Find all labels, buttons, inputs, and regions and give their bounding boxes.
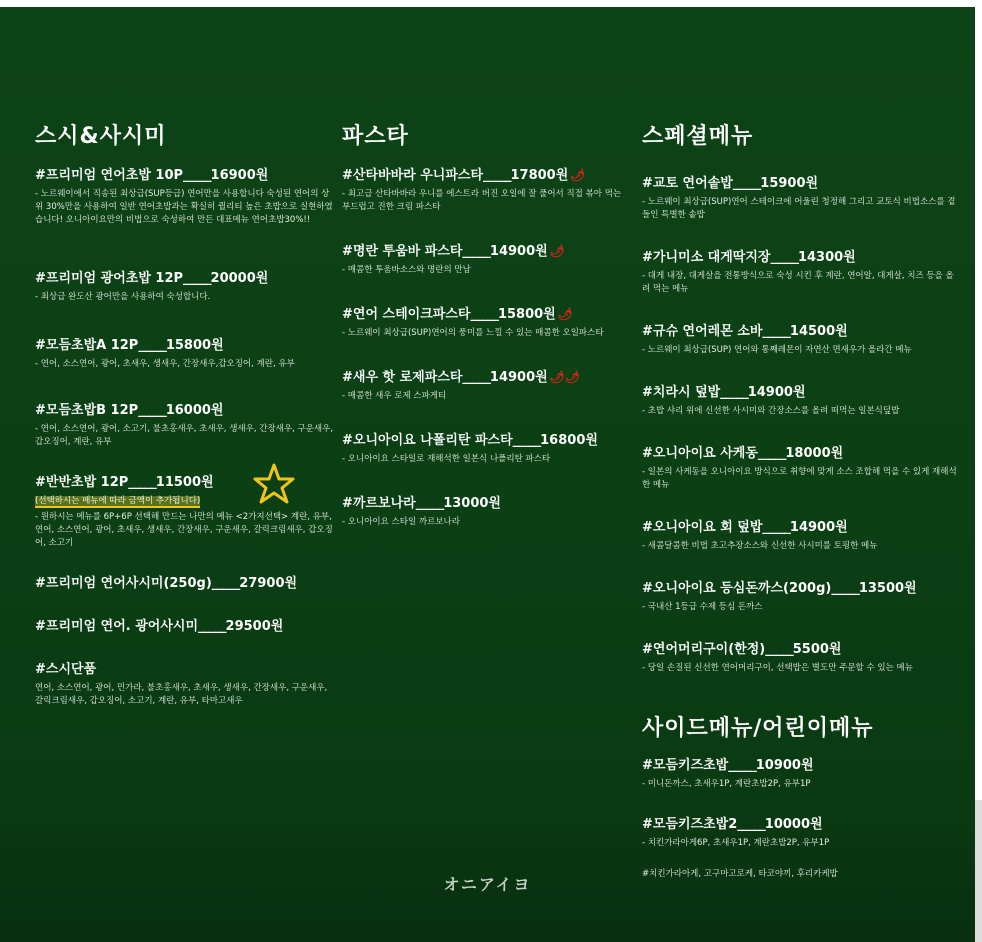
item-desc: - 당일 손질된 신선한 연어머리구이, 선택밥은 별도만 주문할 수 있는 메뉴 [642, 663, 913, 673]
special-column [642, 119, 960, 881]
item-desc: - 연어, 소스연어, 광어, 소고기, 불초홍새우, 초새우, 생새우, 간장새우, 구운새우, 갑오징어, 계란, 유부 [35, 424, 334, 447]
highlight-note: (선택하시는 메뉴에 따라 금액이 추가됩니다) [35, 496, 201, 506]
item-name: #모듬키즈초밥2 [642, 817, 738, 832]
item-name: #연어머리구이(한정) [642, 642, 766, 657]
special-section-title: 스페셜메뉴 [642, 124, 754, 149]
item-name: #규슈 연어레몬 소바 [642, 324, 763, 339]
item-name: #오니아이요 나폴리탄 파스타 [342, 433, 513, 448]
item-desc: - 연어, 소스연어, 광어, 초새우, 생새우, 간장새우,갑오징어, 계란, 유부 [35, 359, 295, 369]
item-price: 15800원 [497, 307, 556, 322]
item-price: 16800원 [540, 433, 598, 448]
menu-item [35, 658, 335, 708]
item-name: #새우 핫 로제파스타 [342, 370, 463, 385]
item-price: 18000원 [785, 446, 844, 461]
item-desc: - 일본의 사케동을 오니아이요 방식으로 취향에 맞게 소스 조합해 먹을 수 있게 재해석한 메뉴 [642, 467, 957, 490]
item-desc: - 국내산 1등급 수제 등심 돈까스 [642, 602, 763, 612]
item-desc: - 노르웨이 최상급(SUP)연어 스테이크에 어울린 청정해 그리고 교토식 비법소스를 곁들인 특별한 솥밥 [642, 197, 956, 220]
item-price: 15800원 [165, 338, 224, 353]
menu-item: #까르보나라_____13000원 - 오니아이요 스타일 까르보나라 [342, 492, 632, 529]
menu-item: #반반초밥 12P_____11500원 (선택하시는 메뉴에 따라 금액이 추가됩니다) - 원하시는 메뉴를 6P+6P 선택해 만드는 나만의 메뉴 <2가지선택> 계란, 유부, 연어, 소스연어, 광어, 초새우, 생새우, 간장새우, 구운새우, 갈릭크림새우, 갑오징어, 소고기 [35, 471, 335, 550]
item-price: 16000원 [165, 403, 224, 418]
item-price: 5500원 [792, 642, 842, 657]
item-name: #모듬초밥B 12P [35, 403, 139, 418]
menu-item: #새우 핫 로제파스타_____14900원 🌶🌶 - 매콤한 새우 로제 스파게티 [342, 366, 632, 403]
chili-pepper-icon: 🌶 [557, 307, 573, 321]
menu-item: #산타바바라 우니파스타_____17800원 🌶 - 최고급 산타바바라 우니를 에스트라 버진 오일에 잘 풀어서 직접 볶아 먹는 부드럽고 진한 크림 파스타 [342, 164, 632, 214]
item-price: 13500원 [858, 581, 917, 596]
item-name: #가니미소 대게딱지장 [642, 250, 771, 265]
item-desc: - 노르웨이에서 직송된 최상급(SUP등급) 연어만을 사용합니다 숙성된 연어의 상위 30%만을 사용하여 일반 연어초밥과는 확실히 퀄리티 높은 초밥으로 실현하였습니다! 오니아이요만의 비법으로 숙성하여 만든 대표메뉴 연어초밥30%!! [35, 189, 333, 225]
item-desc: - 매콤한 새우 로제 스파게티 [342, 391, 447, 401]
item-price: 14900원 [489, 370, 548, 385]
item-name: #산타바바라 우니파스타 [342, 168, 483, 183]
item-price: 10000원 [764, 817, 823, 832]
item-name: #모듬키즈초밥 [642, 758, 729, 773]
item-price: 27900원 [239, 576, 298, 591]
item-desc: - 대게 내장, 대게살을 전통방식으로 숙성 시킨 후 계란, 연어알, 대게살, 치즈 등을 올려 먹는 메뉴 [642, 271, 954, 294]
item-name: #연어 스테이크파스타 [342, 307, 471, 322]
item-name: #스시단품 [35, 662, 97, 677]
item-desc: - 노르웨이 최상급(SUP)연어의 풍미를 느낄 수 있는 매콤한 오일파스타 [342, 328, 604, 338]
item-name: #까르보나라 [342, 496, 416, 511]
menu-item: #모듬초밥B 12P_____16000원 - 연어, 소스연어, 광어, 소고기, 불초홍새우, 초새우, 생새우, 간장새우, 구운새우, 갑오징어, 계란, 유부 [35, 403, 334, 447]
menu-item: #모듬키즈초밥_____10900원 - 미니돈까스, 초새우1P, 계란초밥2P, 유부1P [642, 754, 960, 791]
item-desc: - 미니돈까스, 초새우1P, 계란초밥2P, 유부1P [642, 779, 811, 789]
item-desc: - 새콤달콤한 비법 초고추장소스와 신선한 사시미를 토핑한 메뉴 [642, 541, 878, 551]
menu-item: #교토 연어솥밥_____15900원 - 노르웨이 최상급(SUP)연어 스테이크에 어울린 청정해 그리고 교토식 비법소스를 곁들인 특별한 솥밥 [642, 172, 960, 222]
side-section-title: 사이드메뉴/어린이메뉴 [642, 716, 874, 741]
menu-item: #프리미엄 연어초밥 10P_____16900원 - 노르웨이에서 직송된 최상급(SUP등급) 연어만을 사용합니다 숙성된 연어의 상위 30%만을 사용하여 일반 연어초밥과는 확실히 퀄리티 높은 초밥으로 실현하였습니다! 오니아이요만의 비법으로 숙성하여 만든 대표메뉴 연어초밥30%!! [35, 164, 335, 227]
menu-item: #가니미소 대게딱지장_____14300원 - 대게 내장, 대게살을 전통방식으로 숙성 시킨 후 계란, 연어알, 대게살, 치즈 등을 올려 먹는 메뉴 [642, 246, 960, 296]
item-name: #오니아이요 등심돈까스(200g) [642, 581, 832, 596]
item-price: 10900원 [755, 758, 814, 773]
item-price: 14900원 [747, 385, 806, 400]
sushi-section-title: 스시&사시미 [35, 124, 167, 149]
item-price: 11500원 [155, 475, 214, 490]
chili-pepper-icon: 🌶🌶 [549, 370, 581, 384]
menu-board [0, 7, 975, 942]
item-desc: - 최상급 완도산 광어만을 사용하여 숙성합니다. [35, 292, 211, 302]
item-price: 20000원 [210, 271, 269, 286]
menu-item: #모듬초밥A 12P_____15800원 - 연어, 소스연어, 광어, 초새우, 생새우, 간장새우,갑오징어, 계란, 유부 [35, 334, 335, 371]
side-note: #치킨가라아게, 고구마고로케, 타코야끼, 후리카케밥 [642, 869, 838, 879]
item-price: 16900원 [210, 168, 269, 183]
menu-item: #치라시 덮밥_____14900원 - 초밥 샤리 위에 신선한 사시미와 간장소스를 올려 떠먹는 일본식덮밥 [642, 381, 960, 418]
star-doodle-icon [252, 462, 296, 506]
chili-pepper-icon: 🌶 [570, 168, 586, 182]
item-price: 13000원 [443, 496, 501, 511]
item-price: 14900원 [789, 520, 848, 535]
menu-item: #오니아이요 등심돈까스(200g)_____13500원 - 국내산 1등급 수제 등심 돈까스 [642, 577, 960, 614]
item-name: #프리미엄 광어초밥 12P [35, 271, 184, 286]
chili-pepper-icon: 🌶 [549, 244, 565, 258]
brand-logo: オニアイヨ [443, 875, 532, 894]
item-price: 29500원 [225, 619, 284, 634]
menu-item: #프리미엄 연어사시미(250g)_____27900원 [35, 576, 298, 591]
menu-item: #오니아이요 사케동_____18000원 - 일본의 사케동을 오니아이요 방식으로 취향에 맞게 소스 조합해 먹을 수 있게 재해석한 메뉴 [642, 442, 960, 492]
item-desc: - 원하시는 메뉴를 6P+6P 선택해 만드는 나만의 메뉴 <2가지선택> 계란, 유부, 연어, 소스연어, 광어, 초새우, 생새우, 간장새우, 구운새우, 갈릭크림새우, 갑오징어, 소고기 [35, 512, 333, 548]
item-desc: - 오니아이요 스타일 까르보나라 [342, 517, 460, 527]
menu-item: #명란 투움바 파스타_____14900원 🌶 - 매콤한 투움바소스와 명란의 만남 [342, 240, 632, 277]
pasta-column [342, 119, 632, 559]
item-desc: - 최고급 산타바바라 우니를 에스트라 버진 오일에 잘 풀어서 직접 볶아 먹는 부드럽고 진한 크림 파스타 [342, 189, 622, 212]
item-name: #프리미엄 연어초밥 10P [35, 168, 184, 183]
menu-item: #프리미엄 연어. 광어사시미_____29500원 [35, 619, 284, 634]
menu-item: #규슈 연어레몬 소바_____14500원 - 노르웨이 최상급(SUP) 연어와 통째레몬이 자연산 면새우가 올라간 메뉴 [642, 320, 960, 357]
item-desc: 연어, 소스연어, 광어, 민가라, 불초홍새우, 초새우, 생새우, 간장새우, 구운새우, 갈릭크림새우, 갑오징어, 소고기, 계란, 유부, 타마고새우 [35, 683, 328, 706]
menu-item: #연어 스테이크파스타_____15800원 🌶 - 노르웨이 최상급(SUP)연어의 풍미를 느낄 수 있는 매콤한 오일파스타 [342, 303, 632, 340]
item-desc: - 치킨가라아게6P, 초새우1P, 계란초밥2P, 유부1P [642, 838, 830, 848]
menu-item: #오니아이요 회 덮밥_____14900원 - 새콤달콤한 비법 초고추장소스와 신선한 사시미를 토핑한 메뉴 [642, 516, 960, 553]
menu-item: #모듬키즈초밥2_____10000원 - 치킨가라아게6P, 초새우1P, 계란초밥2P, 유부1P [642, 813, 960, 850]
sushi-column [35, 119, 335, 738]
item-name: #모듬초밥A 12P [35, 338, 139, 353]
menu-item: #오니아이요 나폴리탄 파스타_____16800원 - 오니아이요 스타일로 재해석한 일본식 나폴리탄 파스타 [342, 429, 632, 466]
item-name: #프리미엄 연어사시미(250g) [35, 576, 212, 591]
item-price: 17800원 [510, 168, 569, 183]
item-desc: - 노르웨이 최상급(SUP) 연어와 통째레몬이 자연산 면새우가 올라간 메뉴 [642, 345, 912, 355]
item-price: 14500원 [789, 324, 848, 339]
item-name: #오니아이요 사케동 [642, 446, 758, 461]
menu-item: #프리미엄 광어초밥 12P_____20000원 - 최상급 완도산 광어만을 사용하여 숙성합니다. [35, 267, 335, 304]
item-price: 15900원 [760, 176, 819, 191]
item-name: #반반초밥 12P [35, 475, 129, 490]
item-name: #명란 투움바 파스타 [342, 244, 463, 259]
pasta-section-title: 파스타 [342, 124, 409, 149]
item-price: 14900원 [489, 244, 548, 259]
menu-item: #연어머리구이(한정)_____5500원 - 당일 손질된 신선한 연어머리구이, 선택밥은 별도만 주문할 수 있는 메뉴 [642, 638, 960, 675]
item-price: 14300원 [797, 250, 856, 265]
item-desc: - 초밥 샤리 위에 신선한 사시미와 간장소스를 올려 떠먹는 일본식덮밥 [642, 406, 900, 416]
item-desc: - 매콤한 투움바소스와 명란의 만남 [342, 265, 471, 275]
page-edge [975, 800, 982, 942]
item-name: #오니아이요 회 덮밥 [642, 520, 763, 535]
item-desc: - 오니아이요 스타일로 재해석한 일본식 나폴리탄 파스타 [342, 454, 551, 464]
item-name: #프리미엄 연어. 광어사시미 [35, 619, 199, 634]
item-name: #교토 연어솥밥 [642, 176, 733, 191]
item-name: #치라시 덮밥 [642, 385, 721, 400]
